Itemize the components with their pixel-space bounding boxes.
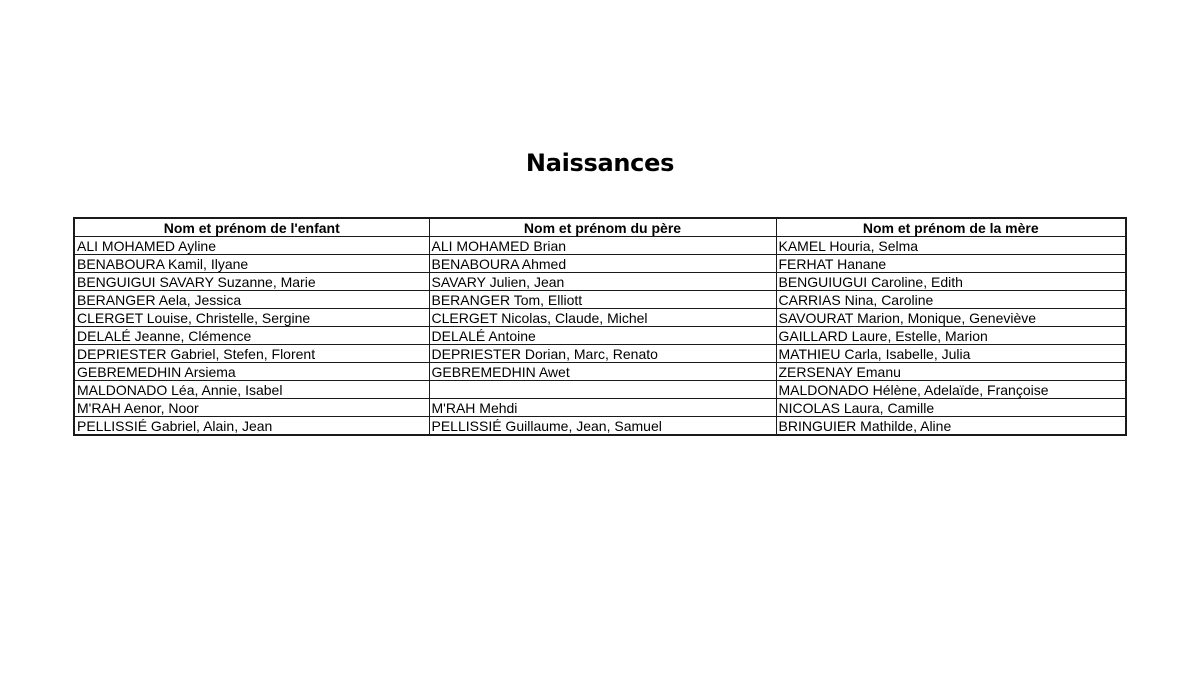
mother-name-cell: NICOLAS Laura, Camille	[776, 399, 1126, 417]
child-name-cell: MALDONADO Léa, Annie, Isabel	[74, 381, 429, 399]
table-row	[74, 237, 1126, 255]
births-table	[73, 217, 1127, 436]
child-name-cell: BENGUIGUI SAVARY Suzanne, Marie	[74, 273, 429, 291]
page-title: Naissances	[525, 149, 675, 177]
child-name-cell: ALI MOHAMED Ayline	[74, 237, 429, 255]
mother-name-cell: BRINGUIER Mathilde, Aline	[776, 417, 1126, 436]
mother-name-cell: BENGUIUGUI Caroline, Edith	[776, 273, 1126, 291]
child-name-cell: PELLISSIÉ Gabriel, Alain, Jean	[74, 417, 429, 436]
mother-name-cell: GAILLARD Laure, Estelle, Marion	[776, 327, 1126, 345]
child-name-cell: DELALÉ Jeanne, Clémence	[74, 327, 429, 345]
father-name-cell: PELLISSIÉ Guillaume, Jean, Samuel	[429, 417, 776, 436]
table-header-row	[74, 218, 1126, 237]
table-row	[74, 363, 1126, 381]
father-name-cell: SAVARY Julien, Jean	[429, 273, 776, 291]
table-row	[74, 291, 1126, 309]
father-name-cell: BERANGER Tom, Elliott	[429, 291, 776, 309]
table-row	[74, 345, 1126, 363]
header-mother-name: Nom et prénom de la mère	[776, 218, 1126, 237]
table-row	[74, 327, 1126, 345]
table-row	[74, 309, 1126, 327]
father-name-cell: CLERGET Nicolas, Claude, Michel	[429, 309, 776, 327]
header-father-name: Nom et prénom du père	[429, 218, 776, 237]
father-name-cell	[429, 381, 776, 399]
father-name-cell: DEPRIESTER Dorian, Marc, Renato	[429, 345, 776, 363]
mother-name-cell: ZERSENAY Emanu	[776, 363, 1126, 381]
mother-name-cell: SAVOURAT Marion, Monique, Geneviève	[776, 309, 1126, 327]
mother-name-cell: FERHAT Hanane	[776, 255, 1126, 273]
table-row	[74, 273, 1126, 291]
father-name-cell: ALI MOHAMED Brian	[429, 237, 776, 255]
mother-name-cell: MALDONADO Hélène, Adelaïde, Françoise	[776, 381, 1126, 399]
table-row	[74, 417, 1126, 436]
father-name-cell: M'RAH Mehdi	[429, 399, 776, 417]
child-name-cell: GEBREMEDHIN Arsiema	[74, 363, 429, 381]
father-name-cell: GEBREMEDHIN Awet	[429, 363, 776, 381]
father-name-cell: BENABOURA Ahmed	[429, 255, 776, 273]
table-row	[74, 399, 1126, 417]
child-name-cell: M'RAH Aenor, Noor	[74, 399, 429, 417]
table-row	[74, 255, 1126, 273]
header-child-name: Nom et prénom de l'enfant	[74, 218, 429, 237]
mother-name-cell: MATHIEU Carla, Isabelle, Julia	[776, 345, 1126, 363]
mother-name-cell: CARRIAS Nina, Caroline	[776, 291, 1126, 309]
child-name-cell: BENABOURA Kamil, Ilyane	[74, 255, 429, 273]
table-row	[74, 381, 1126, 399]
child-name-cell: BERANGER Aela, Jessica	[74, 291, 429, 309]
child-name-cell: CLERGET Louise, Christelle, Sergine	[74, 309, 429, 327]
mother-name-cell: KAMEL Houria, Selma	[776, 237, 1126, 255]
father-name-cell: DELALÉ Antoine	[429, 327, 776, 345]
child-name-cell: DEPRIESTER Gabriel, Stefen, Florent	[74, 345, 429, 363]
